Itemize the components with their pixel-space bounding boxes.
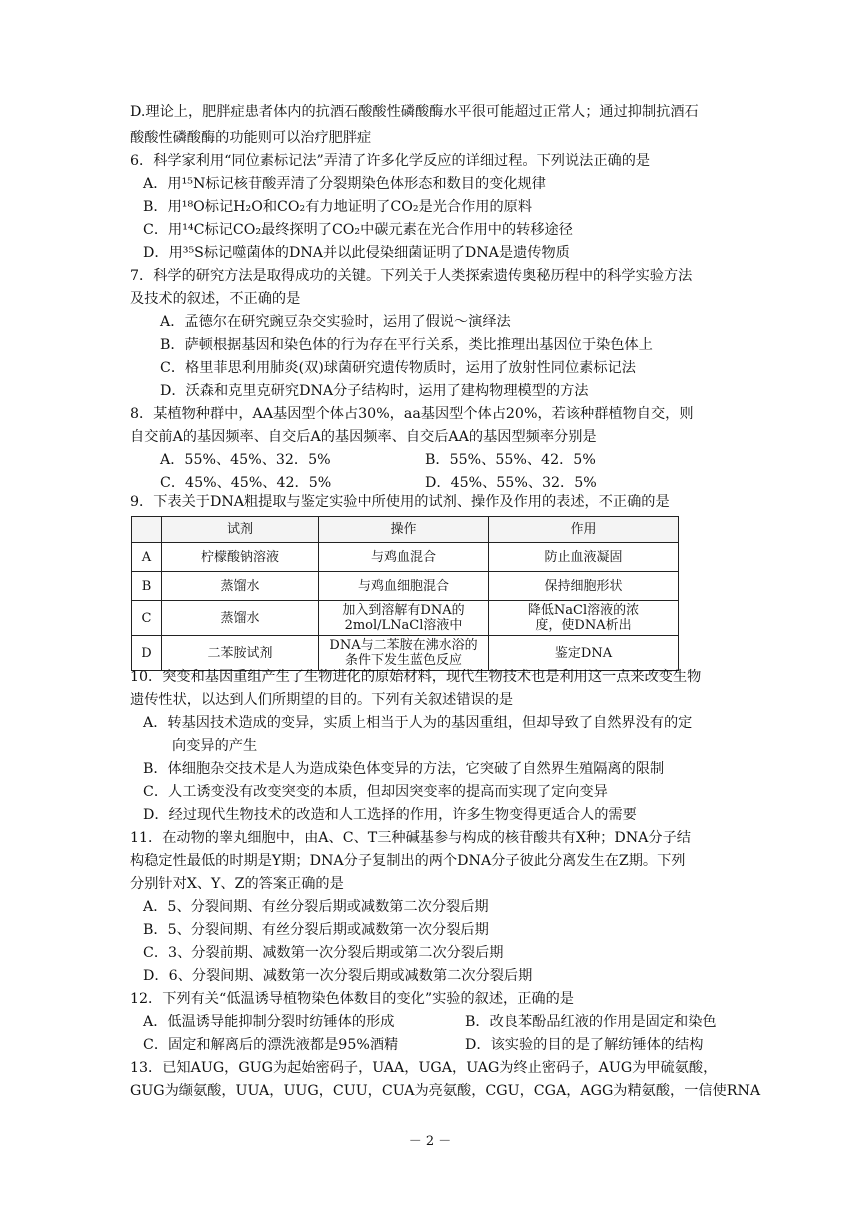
effect-text: 鉴定DNA (554, 645, 613, 661)
option-d-text: D.理论上，肥胖症患者体内的抗酒石酸酸性磷酸酶水平很可能超过正常人；通过抑制抗酒石 (130, 104, 699, 120)
q7-option-d: D．沃森和克里克研究DNA分子结构时，运用了建构物理模型的方法 (160, 383, 589, 399)
q12-option-a: A．低温诱导能抑制分裂时纺锤体的形成 (143, 1014, 395, 1030)
operation-text: 2mol/LNaCl溶液中 (344, 618, 463, 633)
question-12: 12．下列有关“低温诱导植物染色体数目的变化”实验的叙述，正确的是 (130, 991, 574, 1007)
operation-text: 与鸡血混合 (370, 549, 436, 565)
q12-option-d: D．该实验的目的是了解纺锤体的结构 (465, 1037, 704, 1053)
table-row (132, 636, 679, 671)
operation-cell (319, 543, 489, 572)
table-row (132, 543, 679, 572)
table-row (132, 601, 679, 636)
effect-text: 降低NaCl溶液的浓 (527, 603, 640, 618)
question-10: 10．突变和基因重组产生了生物进化的原始材料，现代生物技术也是利用这一点来改变生物 (130, 669, 702, 685)
table-header-cell: 试剂 (162, 517, 319, 543)
q6-option-d: D．用³⁵S标记噬菌体的DNA并以此侵染细菌证明了DNA是遗传物质 (143, 245, 570, 261)
q6-option-a: A．用¹⁵N标记核苷酸弄清了分裂期染色体形态和数目的变化规律 (143, 176, 546, 192)
operation-cell (319, 636, 489, 671)
q11-option-a: A．5、分裂间期、有丝分裂后期或减数第二次分裂后期 (143, 899, 489, 915)
question-11: 11．在动物的睾丸细胞中，由A、C、T三种碱基参与构成的核苷酸共有X种；DNA分子结 (130, 830, 691, 846)
question-8-cont: 自交前A的基因频率、自交后A的基因频率、自交后AA的基因型频率分别是 (130, 429, 597, 445)
question-11-cont: 构稳定性最低的时期是Y期；DNA分子复制出的两个DNA分子彼此分离发生在Z期。下列 (130, 853, 686, 869)
q12-option-b: B．改良苯酚品红液的作用是固定和染色 (465, 1014, 717, 1030)
page-number: － 2 － (408, 1134, 452, 1149)
question-9: 9．下表关于DNA粗提取与鉴定实验中所使用的试剂、操作及作用的表述，不正确的是 (130, 494, 670, 510)
question-6: 6．科学家利用“同位素标记法”弄清了许多化学反应的详细过程。下列说法正确的是 (130, 153, 651, 169)
question-13-cont: GUG为缬氨酸，UUA，UUG，CUU，CUA为亮氨酸，CGU，CGA，AGG为精氨酸，一信使RNA (130, 1083, 761, 1099)
q7-option-a: A．孟德尔在研究豌豆杂交实验时，运用了假说～演绎法 (160, 314, 511, 330)
row-label: D (132, 636, 162, 671)
reagent-cell: 柠檬酸钠溶液 (162, 543, 319, 572)
table-header-cell: 作用 (489, 517, 679, 543)
table-header-row (132, 517, 679, 543)
q11-option-b: B．5、分裂间期、有丝分裂后期或减数第一次分裂后期 (143, 922, 489, 938)
q11-option-d: D．6、分裂间期、减数第一次分裂后期或减数第二次分裂后期 (143, 968, 533, 984)
operation-text: 与鸡血细胞混合 (357, 578, 449, 594)
q10-option-c: C．人工诱变没有改变突变的本质，但却因突变率的提高而实现了定向变异 (143, 784, 608, 800)
operation-text: DNA与二苯胺在沸水浴的 (329, 638, 478, 653)
option-d-text-cont: 酸酸性磷酸酶的功能则可以治疗肥胖症 (130, 130, 372, 146)
reagent-cell: 蒸馏水 (162, 601, 319, 636)
q8-option-d: D．45%、55%、32．5% (425, 475, 597, 491)
effect-cell (489, 543, 679, 572)
effect-cell (489, 572, 679, 601)
effect-cell (489, 601, 679, 636)
q11-option-c: C．3、分裂前期、减数第一次分裂后期或第二次分裂后期 (143, 945, 504, 961)
table-row (132, 572, 679, 601)
q10-option-b: B．体细胞杂交技术是人为造成染色体变异的方法，它突破了自然界生殖隔离的限制 (143, 761, 665, 777)
effect-text: 度，使DNA析出 (535, 618, 632, 633)
reagent-table (131, 516, 679, 671)
reagent-cell: 蒸馏水 (162, 572, 319, 601)
effect-text: 保持细胞形状 (544, 578, 623, 594)
reagent-cell: 二苯胺试剂 (162, 636, 319, 671)
q10-option-a-cont: 向变异的产生 (172, 738, 258, 754)
row-label: A (132, 543, 162, 572)
question-7: 7．科学的研究方法是取得成功的关键。下列关于人类探索遗传奥秘历程中的科学实验方法 (130, 268, 693, 284)
question-11-cont2: 分别针对X、Y、Z的答案正确的是 (130, 876, 344, 892)
q10-option-a: A．转基因技术造成的变异，实质上相当于人为的基因重组，但却导致了自然界没有的定 (143, 715, 693, 731)
question-10-cont: 遗传性状，以达到人们所期望的目的。下列有关叙述错误的是 (130, 692, 514, 708)
question-13: 13．已知AUG，GUG为起始密码子，UAA，UGA，UAG为终止密码子，AUG为甲硫氨酸， (130, 1060, 718, 1076)
row-label: B (132, 572, 162, 601)
q10-option-d: D．经过现代生物技术的改造和人工选择的作用，许多生物变得更适合人的需要 (143, 807, 637, 823)
q7-option-b: B．萨顿根据基因和染色体的行为存在平行关系，类比推理出基因位于染色体上 (160, 337, 653, 353)
q6-option-b: B．用¹⁸O标记H₂O和CO₂有力地证明了CO₂是光合作用的原料 (143, 199, 533, 215)
operation-cell (319, 572, 489, 601)
q7-option-c: C．格里菲思利用肺炎(双)球菌研究遗传物质时，运用了放射性同位素标记法 (160, 360, 636, 376)
question-7-cont: 及技术的叙述，不正确的是 (130, 291, 301, 307)
operation-text: 条件下发生蓝色反应 (344, 653, 462, 668)
q12-option-c: C．固定和解离后的漂洗液都是95%酒精 (143, 1037, 399, 1053)
effect-cell (489, 636, 679, 671)
q8-option-a: A．55%、45%、32．5% (160, 452, 331, 468)
table-header-cell: 操作 (319, 517, 489, 543)
table-header-cell (132, 517, 162, 543)
q8-option-c: C．45%、45%、42．5% (160, 475, 332, 491)
operation-cell (319, 601, 489, 636)
operation-text: 加入到溶解有DNA的 (342, 603, 465, 618)
row-label: C (132, 601, 162, 636)
effect-text: 防止血液凝固 (544, 549, 623, 565)
question-8: 8．某植物种群中，AA基因型个体占30%，aa基因型个体占20%，若该种群植物自交，则 (130, 406, 694, 422)
q8-option-b: B．55%、55%、42．5% (425, 452, 596, 468)
q6-option-c: C．用¹⁴C标记CO₂最终探明了CO₂中碳元素在光合作用中的转移途径 (143, 222, 573, 238)
